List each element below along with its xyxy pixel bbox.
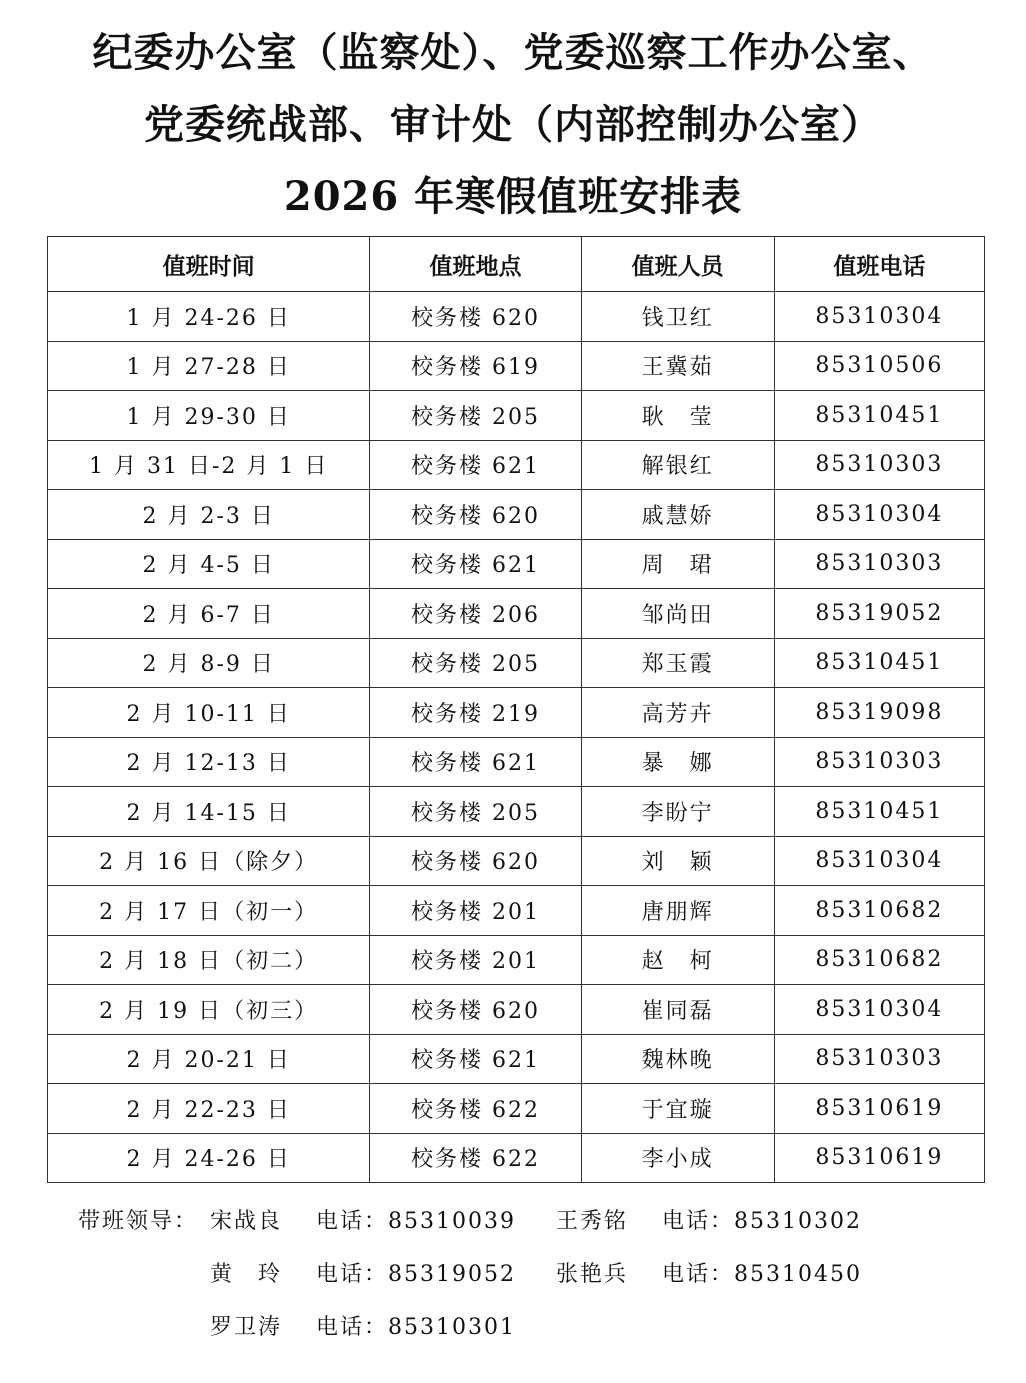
leader-row: [78, 1196, 978, 1249]
cell-duty-time: 2 月 4-5 日: [48, 539, 370, 589]
cell-duty-place: 校务楼 622: [370, 1084, 581, 1134]
leader-row: [78, 1249, 978, 1302]
cell-duty-place: 校务楼 622: [370, 1133, 581, 1183]
table-row: [48, 638, 985, 688]
cell-duty-place: 校务楼 620: [370, 836, 581, 886]
cell-duty-phone: 85310304: [774, 985, 984, 1035]
cell-duty-time: 2 月 24-26 日: [48, 1133, 370, 1183]
table-row: [48, 737, 985, 787]
cell-duty-phone: 85310303: [774, 1034, 984, 1084]
cell-duty-phone: 85310682: [774, 886, 984, 936]
table-row: [48, 292, 985, 342]
cell-duty-place: 校务楼 621: [370, 737, 581, 787]
cell-duty-time: 1 月 31 日-2 月 1 日: [48, 440, 370, 490]
cell-duty-place: 校务楼 206: [370, 589, 581, 639]
table-body: [48, 292, 985, 1183]
cell-duty-person: 赵 柯: [581, 935, 774, 985]
cell-duty-person: 戚慧娇: [581, 490, 774, 540]
leader-phone: 电话：85319052: [316, 1262, 516, 1287]
cell-duty-phone: 85310451: [774, 638, 984, 688]
cell-duty-time: 2 月 10-11 日: [48, 688, 370, 738]
cell-duty-place: 校务楼 621: [370, 440, 581, 490]
cell-duty-time: 2 月 20-21 日: [48, 1034, 370, 1084]
table-row: [48, 440, 985, 490]
document-title-line-1: 纪委办公室（监察处）、党委巡察工作办公室、: [92, 29, 934, 76]
cell-duty-phone: 85310682: [774, 935, 984, 985]
leader-name: 罗卫涛: [210, 1315, 283, 1340]
cell-duty-person: 周 珺: [581, 539, 774, 589]
header-duty-place: 值班地点: [370, 237, 581, 292]
cell-duty-time: 2 月 18 日（初二）: [48, 935, 370, 985]
cell-duty-person: 李小成: [581, 1133, 774, 1183]
cell-duty-time: 2 月 6-7 日: [48, 589, 370, 639]
cell-duty-time: 2 月 2-3 日: [48, 490, 370, 540]
cell-duty-person: 崔同磊: [581, 985, 774, 1035]
table-row: [48, 886, 985, 936]
cell-duty-phone: 85310506: [774, 341, 984, 391]
table-row: [48, 391, 985, 441]
cell-duty-person: 唐朋辉: [581, 886, 774, 936]
cell-duty-phone: 85310304: [774, 490, 984, 540]
cell-duty-time: 2 月 12-13 日: [48, 737, 370, 787]
cell-duty-place: 校务楼 620: [370, 292, 581, 342]
cell-duty-phone: 85310303: [774, 737, 984, 787]
leader-name: 张艳兵: [556, 1262, 629, 1287]
cell-duty-phone: 85310619: [774, 1084, 984, 1134]
cell-duty-phone: 85310451: [774, 391, 984, 441]
cell-duty-person: 李盼宁: [581, 787, 774, 837]
header-duty-person: 值班人员: [581, 237, 774, 292]
cell-duty-person: 王冀茹: [581, 341, 774, 391]
table-row: [48, 688, 985, 738]
cell-duty-place: 校务楼 619: [370, 341, 581, 391]
cell-duty-phone: 85310304: [774, 292, 984, 342]
table-row: [48, 935, 985, 985]
cell-duty-phone: 85310303: [774, 539, 984, 589]
table-row: [48, 589, 985, 639]
cell-duty-phone: 85310619: [774, 1133, 984, 1183]
cell-duty-time: 1 月 29-30 日: [48, 391, 370, 441]
cell-duty-phone: 85310451: [774, 787, 984, 837]
leader-phone: 电话：85310302: [662, 1209, 862, 1234]
document-title-line-2: 党委统战部、审计处（内部控制办公室）: [144, 101, 882, 148]
cell-duty-place: 校务楼 205: [370, 787, 581, 837]
cell-duty-person: 于宜璇: [581, 1084, 774, 1134]
cell-duty-place: 校务楼 620: [370, 985, 581, 1035]
cell-duty-time: 1 月 24-26 日: [48, 292, 370, 342]
leader-name: 黄 玲: [210, 1262, 283, 1287]
cell-duty-place: 校务楼 205: [370, 391, 581, 441]
cell-duty-time: 2 月 22-23 日: [48, 1084, 370, 1134]
cell-duty-place: 校务楼 201: [370, 886, 581, 936]
leaders-label: 带班领导：: [78, 1209, 199, 1234]
cell-duty-phone: 85319098: [774, 688, 984, 738]
cell-duty-time: 2 月 8-9 日: [48, 638, 370, 688]
cell-duty-phone: 85319052: [774, 589, 984, 639]
header-duty-time: 值班时间: [48, 237, 370, 292]
table-row: [48, 341, 985, 391]
table-row: [48, 985, 985, 1035]
cell-duty-place: 校务楼 201: [370, 935, 581, 985]
table-row: [48, 1133, 985, 1183]
cell-duty-place: 校务楼 621: [370, 539, 581, 589]
leader-phone: 电话：85310039: [316, 1209, 516, 1234]
table-row: [48, 1034, 985, 1084]
cell-duty-place: 校务楼 219: [370, 688, 581, 738]
table-row: [48, 787, 985, 837]
cell-duty-time: 1 月 27-28 日: [48, 341, 370, 391]
cell-duty-person: 邹尚田: [581, 589, 774, 639]
cell-duty-place: 校务楼 620: [370, 490, 581, 540]
cell-duty-time: 2 月 16 日（除夕）: [48, 836, 370, 886]
table-row: [48, 1084, 985, 1134]
duty-leaders: [78, 1196, 978, 1355]
duty-schedule-table: [47, 236, 985, 1183]
cell-duty-person: 解银红: [581, 440, 774, 490]
table-header-row: [48, 237, 985, 292]
cell-duty-person: 耿 莹: [581, 391, 774, 441]
table-row: [48, 836, 985, 886]
leader-phone: 电话：85310301: [316, 1315, 516, 1340]
cell-duty-person: 暴 娜: [581, 737, 774, 787]
leader-name: 宋战良: [210, 1209, 283, 1234]
cell-duty-time: 2 月 14-15 日: [48, 787, 370, 837]
cell-duty-person: 郑玉霞: [581, 638, 774, 688]
header-duty-phone: 值班电话: [774, 237, 984, 292]
table-row: [48, 490, 985, 540]
cell-duty-time: 2 月 19 日（初三）: [48, 985, 370, 1035]
cell-duty-phone: 85310304: [774, 836, 984, 886]
cell-duty-person: 高芳卉: [581, 688, 774, 738]
leader-name: 王秀铭: [556, 1209, 629, 1234]
leader-phone: 电话：85310450: [662, 1262, 862, 1287]
cell-duty-phone: 85310303: [774, 440, 984, 490]
cell-duty-place: 校务楼 621: [370, 1034, 581, 1084]
table-row: [48, 539, 985, 589]
cell-duty-person: 魏林晚: [581, 1034, 774, 1084]
cell-duty-person: 钱卫红: [581, 292, 774, 342]
leader-row: [78, 1302, 978, 1355]
cell-duty-place: 校务楼 205: [370, 638, 581, 688]
document-title-line-3: 2026 年寒假值班安排表: [283, 173, 743, 220]
cell-duty-time: 2 月 17 日（初一）: [48, 886, 370, 936]
cell-duty-person: 刘 颖: [581, 836, 774, 886]
